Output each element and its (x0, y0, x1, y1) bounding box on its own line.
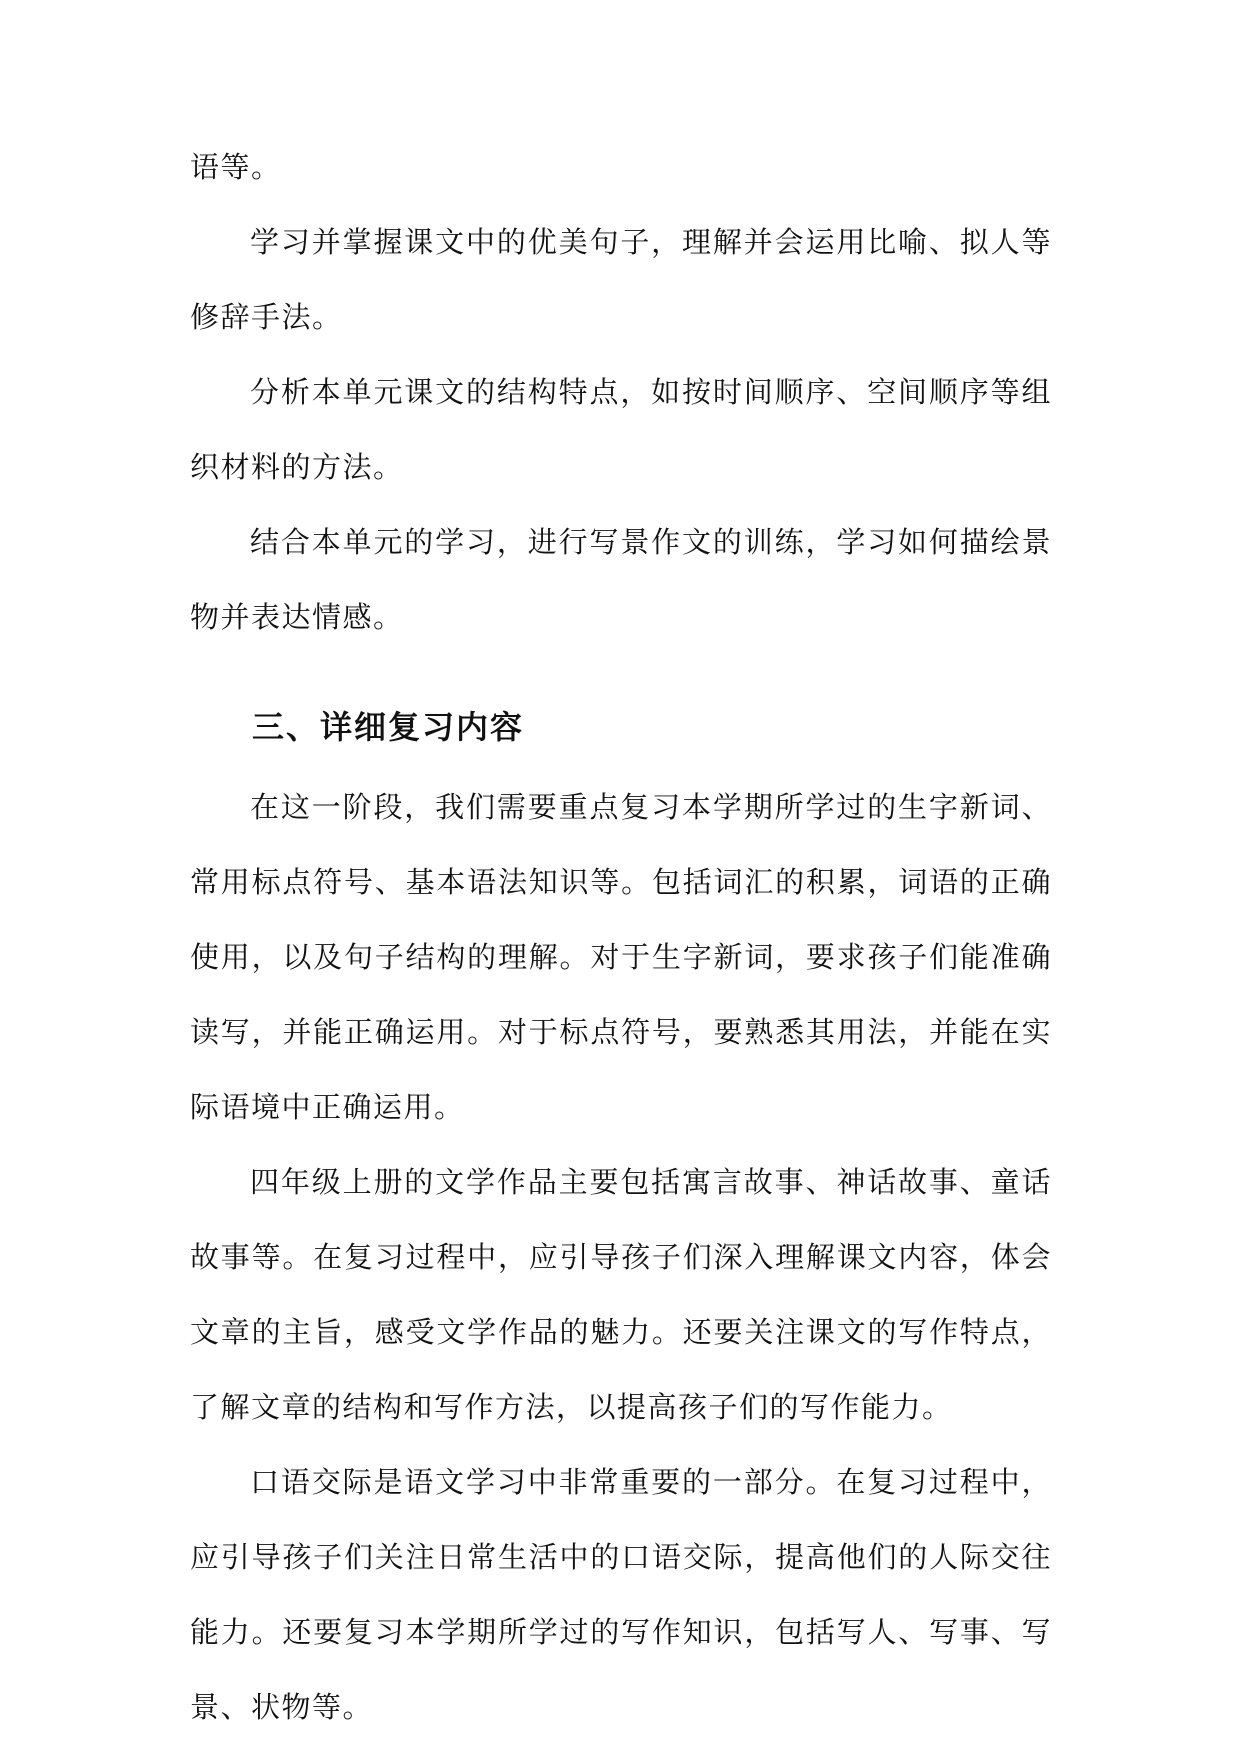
document-body (190, 130, 1052, 1745)
objective-paragraph-3: 结合本单元的学习，进行写景作文的训练，学习如何描绘景物并表达情感。 (190, 525, 1052, 634)
objective-paragraph-2: 分析本单元课文的结构特点，如按时间顺序、空间顺序等组织材料的方法。 (190, 375, 1052, 484)
section-heading: 三、详细复习内容 (252, 708, 525, 746)
objective-paragraph-1: 学习并掌握课文中的优美句子，理解并会运用比喻、拟人等修辞手法。 (190, 225, 1052, 334)
section-paragraph-3: 口语交际是语文学习中非常重要的一部分。在复习过程中，应引导孩子们关注日常生活中的口语交际，提高他们的人际交往能力。还要复习本学期所学过的写作知识，包括写人、写事、写景、状物等。 (190, 1465, 1052, 1724)
continuation-text: 语等。 (190, 150, 282, 184)
section-paragraph-2: 四年级上册的文学作品主要包括寓言故事、神话故事、童话故事等。在复习过程中，应引导孩子们深入理解课文内容，体会文章的主旨，感受文学作品的魅力。还要关注课文的写作特点，了解文章的结构和写作方法，以提高孩子们的写作能力。 (190, 1165, 1052, 1424)
section-paragraph-1: 在这一阶段，我们需要重点复习本学期所学过的生字新词、常用标点符号、基本语法知识等。包括词汇的积累，词语的正确使用，以及句子结构的理解。对于生字新词，要求孩子们能准确读写，并能正确运用。对于标点符号，要熟悉其用法，并能在实际语境中正确运用。 (190, 790, 1052, 1124)
